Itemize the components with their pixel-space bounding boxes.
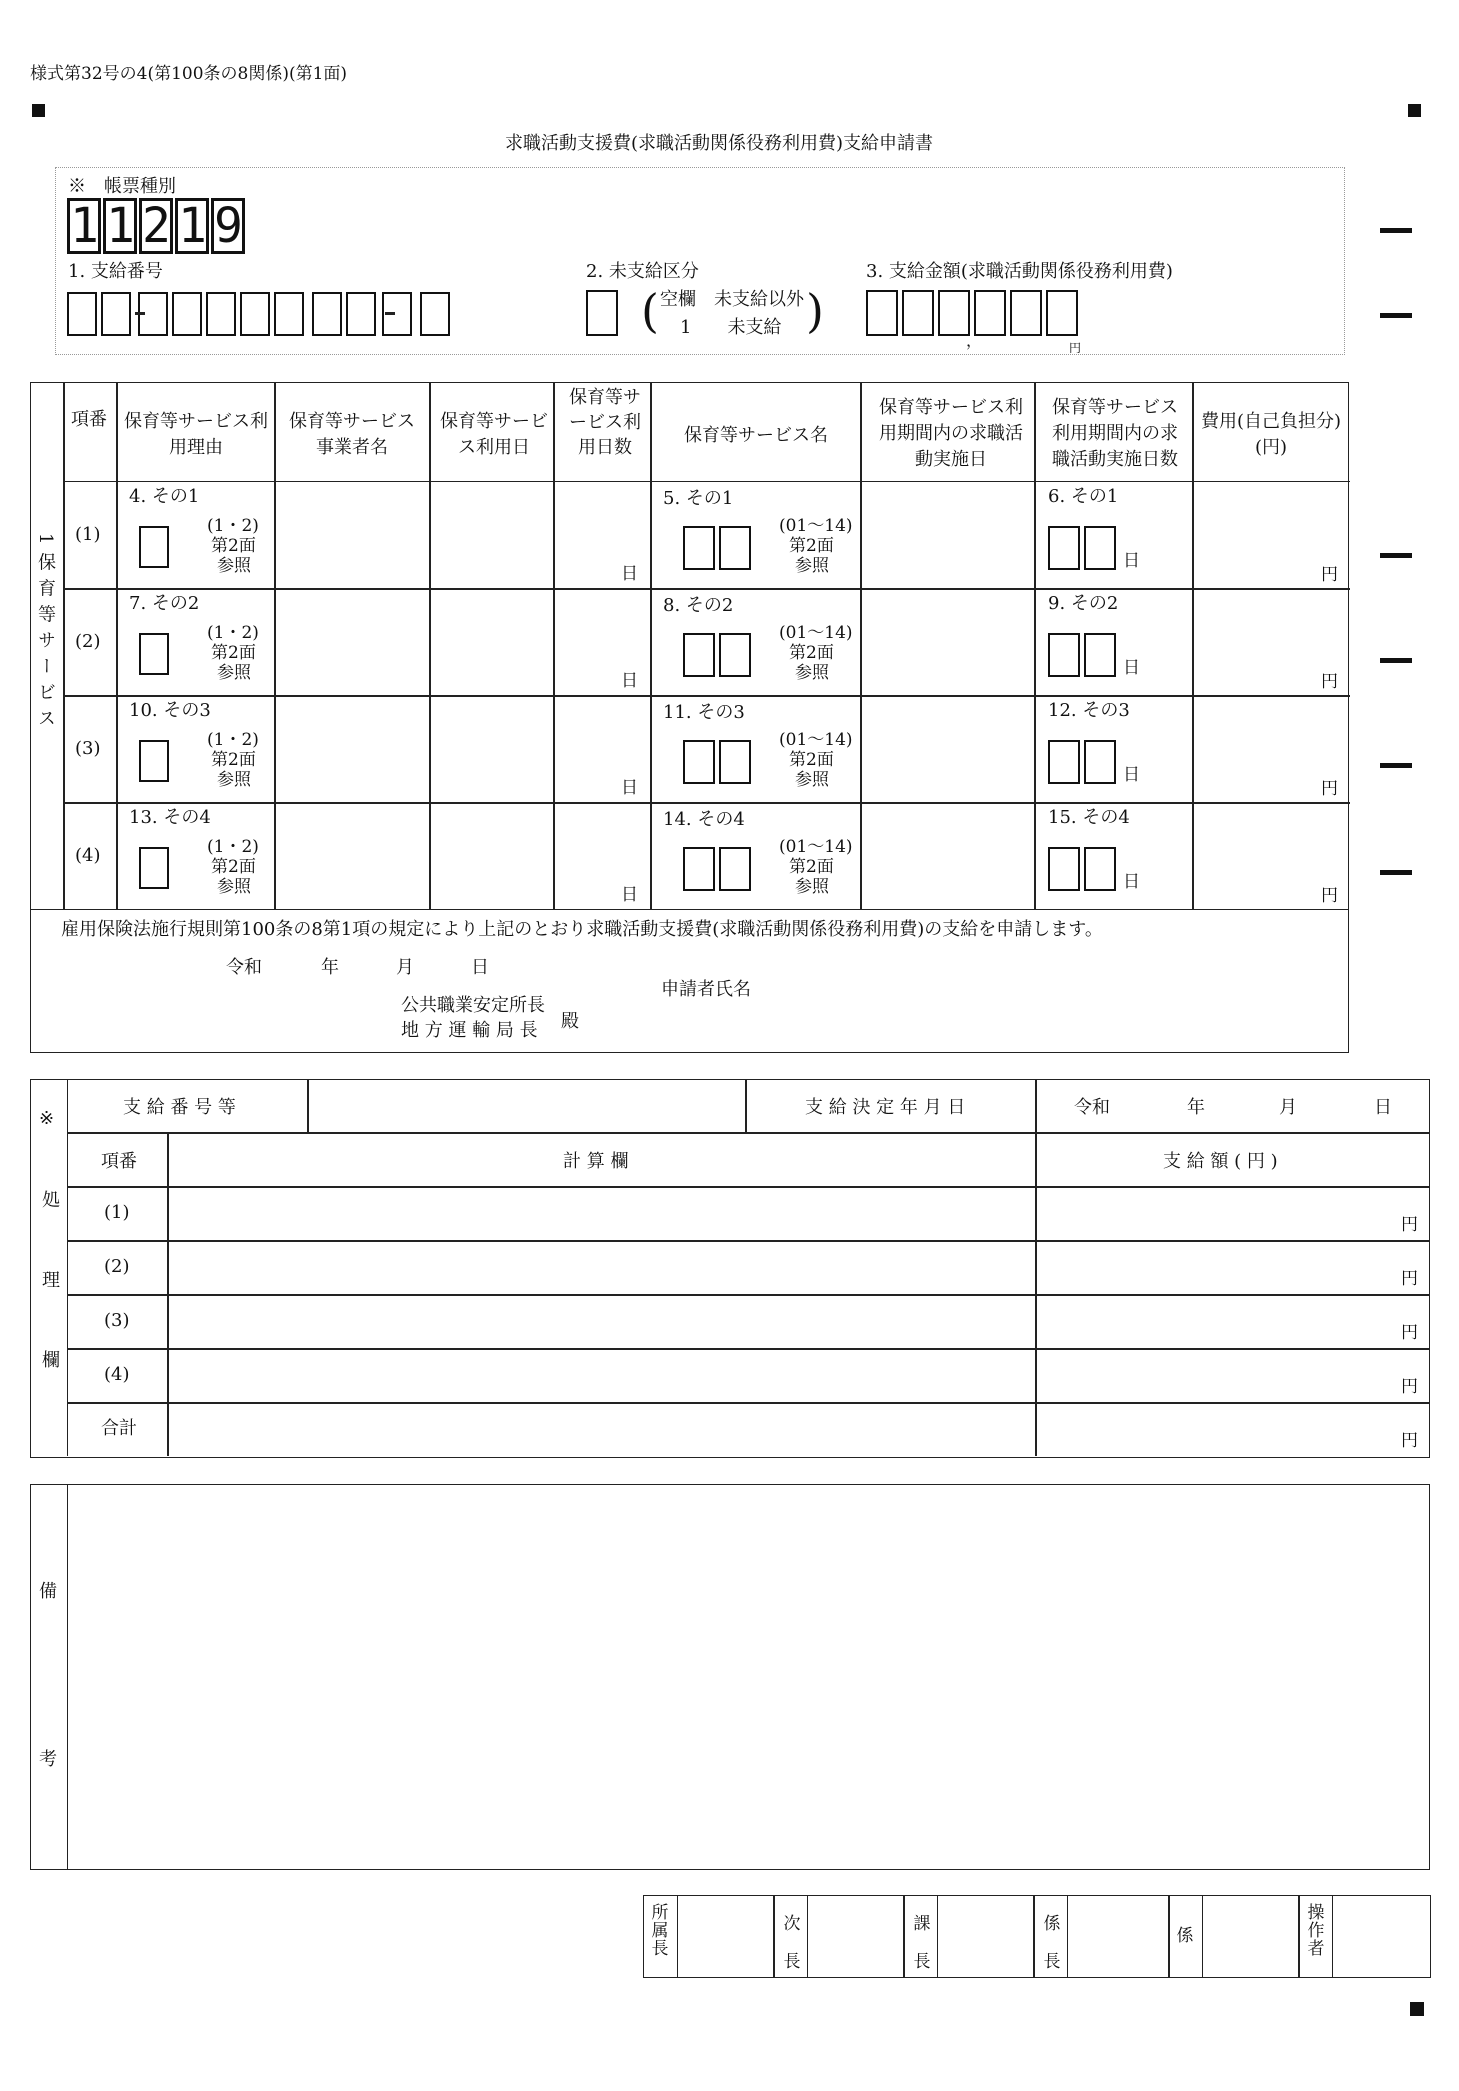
reason-hint-3: 参照: [217, 556, 251, 576]
proc-era: 令和: [1074, 1097, 1110, 1118]
job-days-label: 9. その2: [1048, 593, 1119, 614]
header-service-name: 保育等サービス名: [684, 425, 828, 446]
proc-amount-input[interactable]: [1037, 1296, 1427, 1346]
amount-digit-box[interactable]: [974, 290, 1006, 336]
registration-mark-top-right: [1408, 104, 1421, 117]
form-type-digit: 1: [103, 198, 137, 254]
payment-number-box[interactable]: [240, 292, 270, 336]
column-divider: [63, 383, 65, 909]
column-divider: [1034, 383, 1036, 909]
service-input-box[interactable]: [683, 740, 715, 784]
proc-row-number: (1): [104, 1202, 130, 1223]
reason-hint-1: (1・2): [207, 837, 259, 857]
job-days-unit: 日: [1123, 551, 1140, 571]
stamp-label-divider: [1067, 1895, 1068, 1978]
provider-input[interactable]: [276, 483, 426, 586]
reason-hint-3: 参照: [217, 663, 251, 683]
job-dates-input[interactable]: [862, 697, 1032, 800]
service-hint-3: 参照: [795, 663, 829, 683]
service-hint-1: (01～14): [779, 730, 853, 750]
proc-calc-header: 計 算 欄: [563, 1151, 629, 1172]
remarks-side-col: [31, 1485, 68, 1869]
processing-table: [30, 1079, 1430, 1458]
proc-row-number: 合計: [101, 1418, 137, 1439]
job-days-unit: 日: [1123, 872, 1140, 892]
stamp-divider: [773, 1895, 775, 1978]
provider-input[interactable]: [276, 697, 426, 800]
proc-month: 月: [1279, 1097, 1297, 1118]
date-day: 日: [471, 957, 489, 978]
job-days-input-box[interactable]: [1048, 847, 1080, 891]
office-label-1: 公共職業安定所長: [401, 995, 545, 1016]
form-type-digit: 1: [67, 198, 101, 254]
field2-label: 2. 未支給区分: [586, 261, 699, 282]
reason-input-box[interactable]: [139, 526, 169, 568]
stamp-label-divider: [677, 1895, 678, 1978]
payment-number-box[interactable]: [346, 292, 376, 336]
proc-amount-input[interactable]: [1037, 1242, 1427, 1292]
reason-input-box[interactable]: [139, 633, 169, 675]
header-reason: 保育等サービス利用理由: [124, 411, 268, 458]
service-field-label: 8. その2: [663, 595, 734, 616]
reason-hint-2: 第2面: [211, 536, 256, 556]
stamp-label-section-chief: 課長: [913, 1914, 931, 1972]
job-days-input-box[interactable]: [1048, 740, 1080, 784]
amount-digit-box[interactable]: [938, 290, 970, 336]
reason-hint-2: 第2面: [211, 643, 256, 663]
proc-calc-input[interactable]: [169, 1242, 1033, 1292]
date-year: 年: [321, 957, 339, 978]
field3-unit: 円: [1069, 341, 1082, 355]
header-item: 項番: [71, 409, 107, 430]
remarks-char-2: 考: [39, 1749, 57, 1770]
timing-mark-6: [1380, 870, 1412, 875]
processing-side-label: 処理欄: [39, 1190, 60, 1430]
service-input-box[interactable]: [683, 633, 715, 677]
amount-digit-box[interactable]: [866, 290, 898, 336]
stamp-divider: [1298, 1895, 1300, 1978]
payment-number-box[interactable]: [101, 292, 131, 336]
decision-date-label: 支 給 決 定 年 月 日: [805, 1097, 966, 1118]
reason-hint-2: 第2面: [211, 857, 256, 877]
proc-col-divider: [745, 1080, 747, 1132]
service-hint-3: 参照: [795, 556, 829, 576]
reason-hint-1: (1・2): [207, 516, 259, 536]
service-hint-3: 参照: [795, 877, 829, 897]
amount-digit-box[interactable]: [902, 290, 934, 336]
row-divider: [63, 695, 1350, 697]
header-job-days: 保育等サービス利用期間内の求職活動実施日数: [1052, 397, 1178, 470]
timing-mark-3: [1380, 553, 1412, 558]
column-divider: [1192, 383, 1194, 909]
use-days-unit: 日: [621, 885, 638, 905]
field2-paren-close: ): [806, 284, 824, 338]
job-days-label: 12. その3: [1048, 700, 1130, 721]
payment-number-box[interactable]: [67, 292, 97, 336]
service-field-label: 5. その1: [663, 488, 734, 509]
provider-input[interactable]: [276, 590, 426, 693]
service-field-label: 14. その4: [663, 809, 745, 830]
form-type-digit: 2: [139, 198, 173, 254]
job-days-unit: 日: [1123, 658, 1140, 678]
header-use-date: 保育等サービス利用日: [440, 411, 548, 458]
stamp-label-divider: [937, 1895, 938, 1978]
remarks-input-area[interactable]: [69, 1485, 1427, 1869]
office-label-2: 地 方 運 輸 局 長: [401, 1020, 538, 1041]
stamp-label-deputy: 次長: [783, 1914, 801, 1972]
service-input-box[interactable]: [719, 633, 751, 677]
job-days-input-box[interactable]: [1048, 526, 1080, 570]
timing-mark-4: [1380, 658, 1412, 663]
registration-mark-top-left: [32, 104, 45, 117]
timing-mark-1: [1380, 228, 1412, 233]
cost-unit: 円: [1321, 886, 1338, 906]
use-days-unit: 日: [621, 778, 638, 798]
reason-hint-3: 参照: [217, 877, 251, 897]
header-provider: 保育等サービス事業者名: [289, 411, 415, 458]
payment-number-box[interactable]: [312, 292, 342, 336]
job-days-unit: 日: [1123, 765, 1140, 785]
stamp-label-staff: 係: [1176, 1926, 1194, 1946]
cost-unit: 円: [1321, 672, 1338, 692]
payment-number-label: 支 給 番 号 等: [123, 1097, 236, 1118]
field3-comma: ，: [966, 331, 983, 350]
service-hint-2: 第2面: [789, 857, 834, 877]
stamp-box-director[interactable]: [679, 1897, 771, 1976]
column-divider: [650, 383, 652, 909]
declaration-text: 雇用保険法施行規則第100条の8第1項の規定により上記のとおり求職活動支援費(求職活動関係役務利用費)の支給を申請します。: [61, 919, 1103, 940]
proc-calc-input[interactable]: [169, 1404, 1033, 1454]
job-days-input-box[interactable]: [1048, 633, 1080, 677]
payment-number-box[interactable]: [274, 292, 304, 336]
remarks-box: [30, 1484, 1430, 1870]
reason-field-label: 7. その2: [129, 593, 200, 614]
proc-amount-header: 支 給 額 ( 円 ): [1163, 1151, 1278, 1172]
service-hint-2: 第2面: [789, 750, 834, 770]
reason-hint-1: (1・2): [207, 730, 259, 750]
row-number: (2): [75, 631, 101, 652]
job-dates-input[interactable]: [862, 804, 1032, 907]
reason-input-box[interactable]: [139, 847, 169, 889]
timing-mark-2: [1380, 313, 1412, 318]
amount-digit-box[interactable]: [1010, 290, 1042, 336]
use-days-unit: 日: [621, 564, 638, 584]
form-type-digit: 1: [175, 198, 209, 254]
use-date-input[interactable]: [431, 590, 551, 693]
row-number: (3): [75, 738, 101, 759]
header-use-days: 保育等サービス利用日数: [569, 387, 641, 458]
payment-number-box[interactable]: [206, 292, 236, 336]
stamp-label-divider: [1332, 1895, 1333, 1978]
main-table: [30, 382, 1349, 1053]
service-hint-2: 第2面: [789, 536, 834, 556]
service-input-box[interactable]: [719, 847, 751, 891]
field2-paren-open: (: [641, 284, 659, 338]
service-input-box[interactable]: [683, 847, 715, 891]
stamp-divider: [1168, 1895, 1170, 1978]
proc-calc-input[interactable]: [169, 1188, 1033, 1238]
service-hint-2: 第2面: [789, 643, 834, 663]
stamp-box-section-chief[interactable]: [939, 1897, 1031, 1976]
proc-calc-input[interactable]: [169, 1350, 1033, 1400]
field1-label: 1. 支給番号: [68, 261, 163, 282]
job-dates-input[interactable]: [862, 590, 1032, 693]
reason-hint-3: 参照: [217, 770, 251, 790]
stamp-label-operator: 操作者: [1307, 1903, 1325, 1959]
column-divider: [116, 383, 118, 909]
form-number: 様式第32号の4(第100条の8関係)(第1面): [30, 64, 348, 84]
row-divider: [63, 802, 1350, 804]
use-days-unit: 日: [621, 671, 638, 691]
side-label: 1保育等サービス: [35, 533, 56, 735]
stamp-box-unit-chief[interactable]: [1069, 1897, 1166, 1976]
proc-amount-input[interactable]: [1037, 1188, 1427, 1238]
stamp-label-unit-chief: 係長: [1043, 1914, 1061, 1972]
job-days-input-box[interactable]: [1084, 633, 1116, 677]
service-input-box[interactable]: [719, 526, 751, 570]
service-input-box[interactable]: [683, 526, 715, 570]
proc-amount-input[interactable]: [1037, 1350, 1427, 1400]
row-number: (4): [75, 845, 101, 866]
applicant-label: 申請者氏名: [661, 979, 751, 1000]
field2-input-box[interactable]: [586, 290, 618, 336]
stamp-label-divider: [807, 1895, 808, 1978]
stamp-box-deputy[interactable]: [809, 1897, 901, 1976]
service-hint-1: (01～14): [779, 837, 853, 857]
job-days-input-box[interactable]: [1084, 526, 1116, 570]
proc-year: 年: [1187, 1097, 1205, 1118]
job-days-label: 6. その1: [1048, 486, 1119, 507]
page-title: 求職活動支援費(求職活動関係役務利用費)支給申請書: [505, 133, 934, 154]
amount-digit-box[interactable]: [1046, 290, 1078, 336]
proc-row-number: (4): [104, 1364, 130, 1385]
service-hint-1: (01～14): [779, 516, 853, 536]
stamp-box-operator[interactable]: [1334, 1897, 1429, 1976]
timing-mark-5: [1380, 763, 1412, 768]
job-dates-input[interactable]: [862, 483, 1032, 586]
reason-field-label: 10. その3: [129, 700, 211, 721]
form-type-label: ※ 帳票種別: [68, 176, 176, 197]
stamp-label-director: 所属長: [651, 1903, 669, 1959]
column-divider: [553, 383, 555, 909]
payment-number-input[interactable]: [309, 1082, 743, 1130]
registration-mark-bottom-right: [1410, 2002, 1424, 2016]
reason-field-label: 4. その1: [129, 486, 200, 507]
proc-row-number: (2): [104, 1256, 130, 1277]
job-days-input-box[interactable]: [1084, 847, 1116, 891]
stamp-divider: [903, 1895, 905, 1978]
field2-option-one: 1 未支給: [680, 317, 782, 338]
hyphen-mark: [385, 312, 395, 315]
row-divider: [63, 588, 1350, 590]
proc-row-yen: 円: [1401, 1269, 1418, 1289]
cost-unit: 円: [1321, 565, 1338, 585]
proc-calc-input[interactable]: [169, 1296, 1033, 1346]
use-date-input[interactable]: [431, 483, 551, 586]
service-hint-3: 参照: [795, 770, 829, 790]
remarks-char-1: 備: [39, 1581, 57, 1602]
processing-mark: ※: [39, 1108, 55, 1129]
use-date-input[interactable]: [431, 804, 551, 907]
stamp-box-staff[interactable]: [1204, 1897, 1296, 1976]
proc-item-header: 項番: [101, 1151, 137, 1172]
use-date-input[interactable]: [431, 697, 551, 800]
row-number: (1): [75, 524, 101, 545]
date-month: 月: [396, 957, 414, 978]
reason-field-label: 13. その4: [129, 807, 211, 828]
provider-input[interactable]: [276, 804, 426, 907]
reason-hint-1: (1・2): [207, 623, 259, 643]
proc-row-yen: 円: [1401, 1431, 1418, 1451]
payment-number-box[interactable]: [420, 292, 450, 336]
proc-amount-input[interactable]: [1037, 1404, 1427, 1454]
proc-row-number: (3): [104, 1310, 130, 1331]
stamp-divider: [1033, 1895, 1035, 1978]
date-era: 令和: [226, 957, 262, 978]
cost-unit: 円: [1321, 779, 1338, 799]
reason-hint-2: 第2面: [211, 750, 256, 770]
service-hint-1: (01～14): [779, 623, 853, 643]
proc-day: 日: [1374, 1097, 1392, 1118]
service-field-label: 11. その3: [663, 702, 745, 723]
job-days-input-box[interactable]: [1084, 740, 1116, 784]
header-cost: 費用(自己負担分)(円): [1200, 411, 1342, 458]
proc-row-yen: 円: [1401, 1215, 1418, 1235]
honorific: 殿: [561, 1011, 579, 1032]
header-job-dates: 保育等サービス利用期間内の求職活動実施日: [879, 397, 1023, 470]
field2-option-blank: 空欄 未支給以外: [660, 289, 804, 310]
reason-input-box[interactable]: [139, 740, 169, 782]
payment-number-box[interactable]: [172, 292, 202, 336]
proc-row-yen: 円: [1401, 1323, 1418, 1343]
service-input-box[interactable]: [719, 740, 751, 784]
proc-row-yen: 円: [1401, 1377, 1418, 1397]
form-type-digit: 9: [211, 198, 245, 254]
proc-row-divider: [67, 1132, 1429, 1134]
hyphen-mark: [135, 312, 145, 315]
stamp-label-divider: [1202, 1895, 1203, 1978]
field3-label: 3. 支給金額(求職活動関係役務利用費): [866, 261, 1173, 282]
job-days-label: 15. その4: [1048, 807, 1130, 828]
